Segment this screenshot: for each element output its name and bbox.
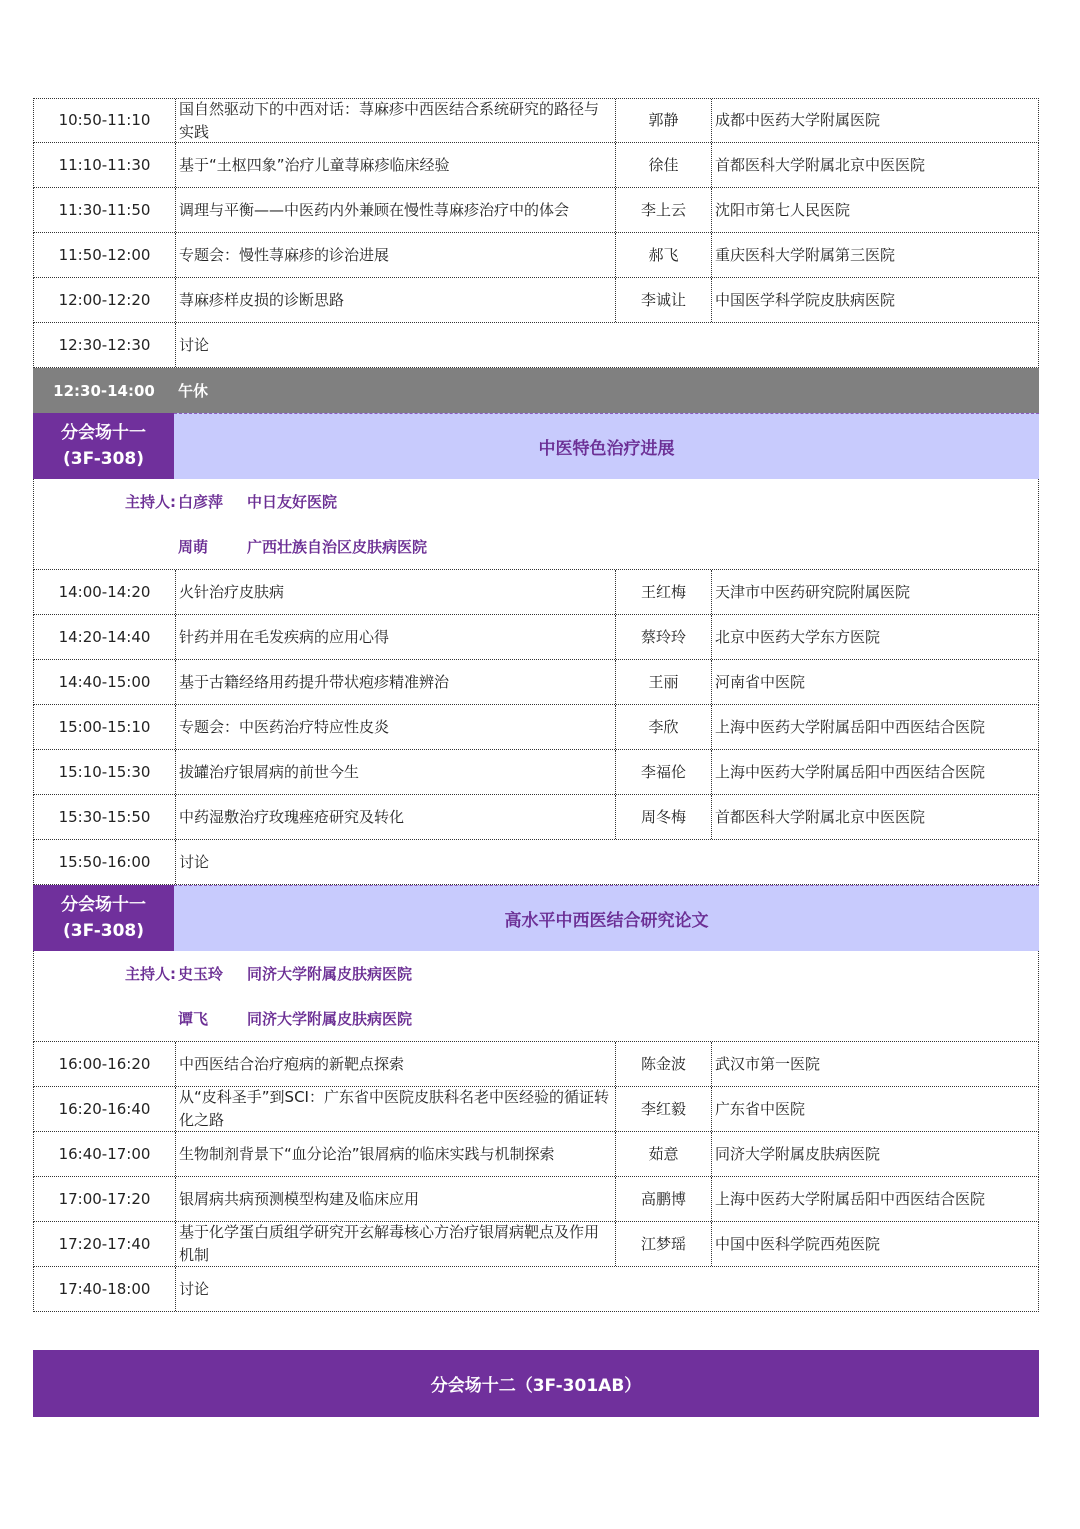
time-cell: 15:30-15:50 xyxy=(34,795,176,839)
schedule-table xyxy=(33,98,1039,1312)
host-line xyxy=(34,479,337,524)
table-row xyxy=(33,1177,1039,1222)
topic-cell: 针药并用在毛发疾病的应用心得 xyxy=(176,615,616,659)
institution-cell: 首都医科大学附属北京中医医院 xyxy=(715,155,926,174)
time-cell: 17:00-17:20 xyxy=(34,1177,176,1221)
institution-cell: 沈阳市第七人民医院 xyxy=(715,200,851,219)
break-time: 12:30-14:00 xyxy=(53,381,155,400)
hosts-block xyxy=(33,951,1039,1042)
session-venue xyxy=(33,885,174,951)
time-cell: 17:40-18:00 xyxy=(34,1267,176,1311)
venue-room: (3F-308) xyxy=(63,921,144,941)
time-cell: 15:00-15:10 xyxy=(34,705,176,749)
host-name: 史玉玲 xyxy=(178,965,224,983)
table-row xyxy=(33,143,1039,188)
institution-cell: 重庆医科大学附属第三医院 xyxy=(715,245,896,264)
institution-cell: 同济大学附属皮肤病医院 xyxy=(715,1144,881,1163)
host-institution: 同济大学附属皮肤病医院 xyxy=(247,965,413,983)
table-row xyxy=(33,615,1039,660)
institution-cell: 成都中医药大学附属医院 xyxy=(715,111,881,129)
speaker-cell: 李上云 xyxy=(616,188,712,232)
discussion-row xyxy=(33,840,1039,885)
time-cell: 14:00-14:20 xyxy=(34,570,176,614)
institution-cell: 中国中医科学院西苑医院 xyxy=(715,1234,881,1253)
discussion-label: 讨论 xyxy=(179,335,210,354)
institution-cell: 河南省中医院 xyxy=(715,672,806,691)
table-row xyxy=(33,1222,1039,1267)
table-row xyxy=(33,570,1039,615)
time-cell: 17:20-17:40 xyxy=(34,1222,176,1266)
topic-cell: 调理与平衡——中医药内外兼顾在慢性荨麻疹治疗中的体会 xyxy=(176,188,616,232)
institution-cell: 天津市中医药研究院附属医院 xyxy=(715,582,911,601)
topic-cell: 银屑病共病预测模型构建及临床应用 xyxy=(176,1177,616,1221)
time-cell: 10:50-11:10 xyxy=(34,99,176,142)
speaker-cell: 李福伦 xyxy=(616,750,712,794)
break-label: 午休 xyxy=(178,382,209,400)
topic-cell: 中西医结合治疗疱病的新靶点探索 xyxy=(176,1042,616,1086)
host-institution: 中日友好医院 xyxy=(247,493,338,511)
topic-cell: 火针治疗皮肤病 xyxy=(176,570,616,614)
time-cell: 14:40-15:00 xyxy=(34,660,176,704)
topic-cell: 中药湿敷治疗玫瑰痤疮研究及转化 xyxy=(176,795,616,839)
speaker-cell: 陈金波 xyxy=(616,1042,712,1086)
time-cell: 15:10-15:30 xyxy=(34,750,176,794)
host-name: 白彦萍 xyxy=(178,493,224,511)
discussion-label: 讨论 xyxy=(179,852,210,871)
institution-cell: 武汉市第一医院 xyxy=(715,1054,821,1073)
speaker-cell: 高鹏博 xyxy=(616,1177,712,1221)
host-name: 谭飞 xyxy=(178,1010,209,1028)
host-institution: 广西壮族自治区皮肤病医院 xyxy=(247,538,428,556)
topic-cell: 专题会：中医药治疗特应性皮炎 xyxy=(176,705,616,749)
topic-cell: 基于“土枢四象”治疗儿童荨麻疹临床经验 xyxy=(176,143,616,187)
host-name: 周萌 xyxy=(178,538,209,556)
speaker-cell: 王丽 xyxy=(616,660,712,704)
time-cell: 16:00-16:20 xyxy=(34,1042,176,1086)
institution-cell: 中国医学科学院皮肤病医院 xyxy=(715,290,896,309)
session-venue xyxy=(33,413,174,479)
speaker-cell: 王红梅 xyxy=(616,570,712,614)
host-line xyxy=(34,524,427,569)
time-cell: 15:50-16:00 xyxy=(34,840,176,884)
discussion-row xyxy=(33,323,1039,368)
table-row xyxy=(33,1087,1039,1132)
time-cell: 12:00-12:20 xyxy=(34,278,176,322)
time-cell: 11:10-11:30 xyxy=(34,143,176,187)
table-row xyxy=(33,188,1039,233)
host-label: 主持人: xyxy=(125,493,176,511)
host-line xyxy=(34,951,412,996)
discussion-label: 讨论 xyxy=(179,1279,210,1298)
topic-cell: 基于化学蛋白质组学研究开玄解毒核心方治疗银屑病靶点及作用机制 xyxy=(176,1222,616,1266)
table-row xyxy=(33,98,1039,143)
table-row xyxy=(33,1132,1039,1177)
table-row xyxy=(33,660,1039,705)
table-row xyxy=(33,278,1039,323)
time-cell: 11:30-11:50 xyxy=(34,188,176,232)
topic-cell: 生物制剂背景下“血分论治”银屑病的临床实践与机制探索 xyxy=(176,1132,616,1176)
speaker-cell: 江梦瑶 xyxy=(616,1222,712,1266)
lunch-break-row xyxy=(33,368,1039,413)
time-cell: 14:20-14:40 xyxy=(34,615,176,659)
institution-cell: 首都医科大学附属北京中医医院 xyxy=(715,807,926,826)
speaker-cell: 茹意 xyxy=(616,1132,712,1176)
session-header xyxy=(33,413,1039,479)
session-title: 中医特色治疗进展 xyxy=(174,413,1039,479)
speaker-cell: 徐佳 xyxy=(616,143,712,187)
speaker-cell: 李欣 xyxy=(616,705,712,749)
topic-cell: 专题会：慢性荨麻疹的诊治进展 xyxy=(176,233,616,277)
speaker-cell: 郭静 xyxy=(616,99,712,142)
session-title: 高水平中西医结合研究论文 xyxy=(174,885,1039,951)
venue-room: (3F-308) xyxy=(63,449,144,469)
session-header xyxy=(33,885,1039,951)
institution-cell: 上海中医药大学附属岳阳中西医结合医院 xyxy=(715,717,986,736)
institution-cell: 上海中医药大学附属岳阳中西医结合医院 xyxy=(715,762,986,781)
topic-cell: 荨麻疹样皮损的诊断思路 xyxy=(176,278,616,322)
institution-cell: 广东省中医院 xyxy=(715,1099,806,1118)
topic-cell: 国自然驱动下的中西对话：荨麻疹中西医结合系统研究的路径与实践 xyxy=(176,99,616,142)
institution-cell: 北京中医药大学东方医院 xyxy=(715,627,881,646)
topic-cell: 基于古籍经络用药提升带状疱疹精准辨治 xyxy=(176,660,616,704)
host-line xyxy=(34,996,412,1041)
speaker-cell: 蔡玲玲 xyxy=(616,615,712,659)
table-row xyxy=(33,233,1039,278)
table-row xyxy=(33,795,1039,840)
time-cell: 11:50-12:00 xyxy=(34,233,176,277)
hosts-block xyxy=(33,479,1039,570)
topic-cell: 从“皮科圣手”到SCI：广东省中医院皮肤科名老中医经验的循证转化之路 xyxy=(176,1087,616,1131)
host-label: 主持人: xyxy=(125,965,176,983)
table-row xyxy=(33,1042,1039,1087)
discussion-row xyxy=(33,1267,1039,1312)
speaker-cell: 郝飞 xyxy=(616,233,712,277)
venue-name: 分会场十一 xyxy=(61,895,146,915)
topic-cell: 拔罐治疗银屑病的前世今生 xyxy=(176,750,616,794)
table-row xyxy=(33,750,1039,795)
host-institution: 同济大学附属皮肤病医院 xyxy=(247,1010,413,1028)
speaker-cell: 李诚让 xyxy=(616,278,712,322)
institution-cell: 上海中医药大学附属岳阳中西医结合医院 xyxy=(715,1189,986,1208)
time-cell: 12:30-12:30 xyxy=(34,323,176,367)
time-cell: 16:20-16:40 xyxy=(34,1087,176,1131)
table-row xyxy=(33,705,1039,750)
time-cell: 16:40-17:00 xyxy=(34,1132,176,1176)
speaker-cell: 李红毅 xyxy=(616,1087,712,1131)
next-venue-banner: 分会场十二（3F-301AB） xyxy=(33,1350,1039,1417)
venue-name: 分会场十一 xyxy=(61,423,146,443)
speaker-cell: 周冬梅 xyxy=(616,795,712,839)
